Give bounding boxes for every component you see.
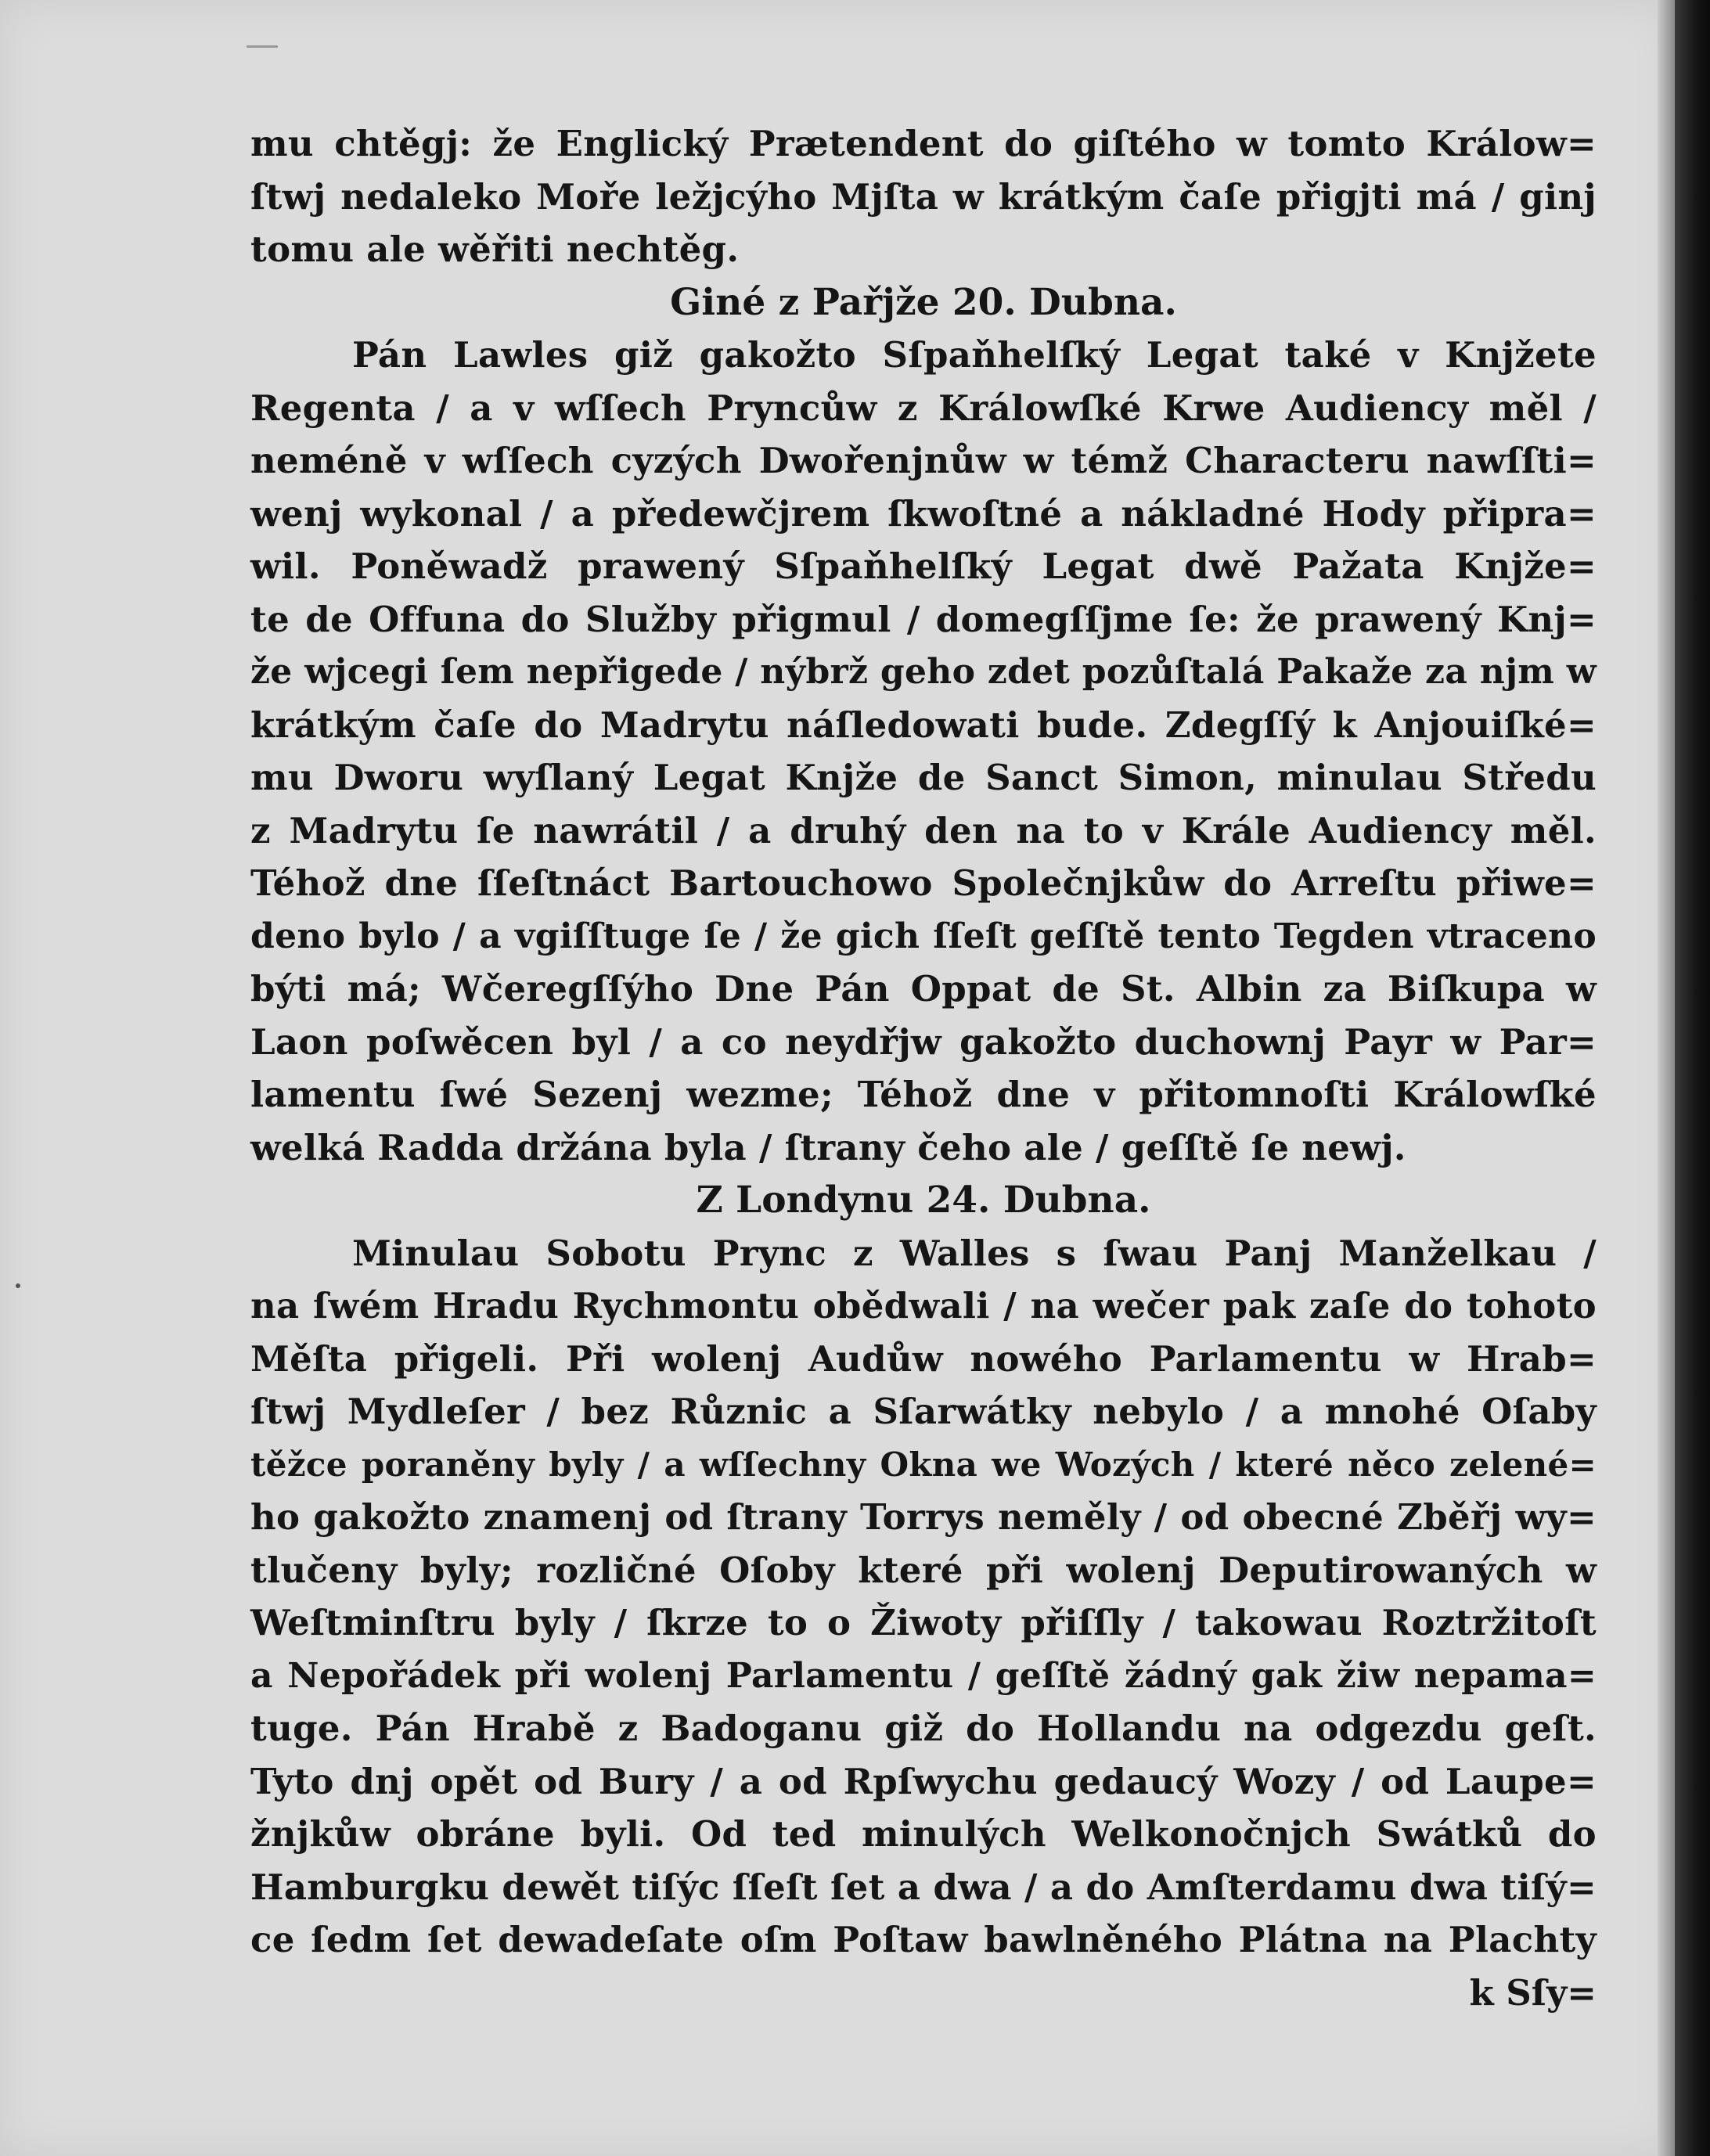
text-line: a Nepořádek při wolenj Parlamentu / geſſtě žádný gak žiw nepama= [250, 1655, 1597, 1696]
text-line: na ſwém Hradu Rychmontu obědwali / na wečer pak zaſe do tohoto [250, 1285, 1597, 1326]
text-line: že wjcegi ſem nepřigede / nýbrž geho zdet pozůſtalá Pakaže za njm w [250, 652, 1597, 692]
page-edge [1658, 0, 1675, 2156]
paragraph-paris [250, 329, 1597, 1174]
text-line: z Madrytu ſe nawrátil / a druhý den na to v Krále Audiency měl. [250, 809, 1597, 851]
text-line: Tyto dnj opět od Bury / a od Rpſwychu gedaucý Wozy / od Laupe= [250, 1760, 1597, 1802]
catchword: k Sſy= [1469, 1971, 1597, 2014]
text-line: wenj wykonal / a předewčjrem ſkwoſtné a nákladné Hody připra= [250, 492, 1597, 535]
text-line: tuge. Pán Hrabě z Badoganu giž do Hollandu na odgezdu geſt. [250, 1708, 1597, 1749]
section-heading-london: Z Londynu 24. Dubna. [696, 1179, 1151, 1222]
text-line: lamentu ſwé Sezenj wezme; Téhož dne v přitomnoſti Králowſké [250, 1074, 1597, 1115]
text-line: mu chtěgj: že Englický Prætendent do giſtého w tomto Králow= [250, 123, 1597, 164]
text-line: Minulau Sobotu Prync z Walles s ſwau Panj Manželkau / [352, 1232, 1597, 1274]
text-line: ce ſedm ſet dewadeſate oſm Poſtaw bawlněného Plátna na Plachty [250, 1919, 1597, 1960]
paragraph-opening [250, 117, 1597, 276]
text-line: Hamburgku dewět tiſýc ſſeſt ſet a dwa / a do Amſterdamu dwa tiſý= [250, 1866, 1597, 1908]
ink-speck [16, 1283, 20, 1288]
text-line: Weſtminſtru byly / ſkrze to o Žiwoty přiſſly / takowau Roztržitoſt [250, 1602, 1597, 1643]
paragraph-london [250, 1227, 1597, 1967]
ink-speck [247, 45, 278, 48]
text-line: Regenta / a v wſſech Pryncůw z Králowſké Krwe Audiency měl / [250, 387, 1597, 429]
text-line: Měſta přigeli. Při wolenj Audůw nowého Parlamentu w Hrab= [250, 1337, 1597, 1380]
text-line: welká Radda držána byla / ſtrany čeho ale / geſſtě ſe newj. [250, 1126, 1406, 1168]
text-line: těžce poraněny byly / a wſſechny Okna we Wozých / které něco zelené= [250, 1445, 1597, 1484]
printed-text-block [250, 117, 1597, 2019]
text-line: Téhož dne ſſeſtnáct Bartouchowo Společnjkůw do Arreſtu přiwe= [250, 862, 1597, 904]
text-line: krátkým čaſe do Madrytu náſledowati bude. Zdegſſý k Anjouiſké= [250, 704, 1597, 746]
text-line: te de Offuna do Služby přigmul / domegſſjme ſe: že prawený Knj= [250, 598, 1597, 640]
text-line: ho gakožto znamenj od ſtrany Torrys neměly / od obecné Zběřj wy= [250, 1496, 1597, 1538]
text-line: neméně v wſſech cyzých Dwořenjnůw w témž Characteru nawſſti= [250, 440, 1597, 481]
text-line: býti má; Wčeregſſýho Dne Pán Oppat de St. Albin za Biſkupa w [250, 968, 1597, 1010]
section-heading-paris: Giné z Pařjže 20. Dubna. [670, 280, 1177, 324]
text-line: mu Dworu wyſlaný Legat Knjže de Sanct Simon, minulau Středu [250, 757, 1597, 798]
text-line: tomu ale wěřiti nechtěg. [250, 229, 740, 270]
text-line: deno bylo / a vgiſſtuge ſe / že gich ſſeſt geſſtě tento Tegden vtraceno [250, 916, 1597, 956]
text-line: žnjkůw obráne byli. Od ted minulých Welkonočnjch Swátků do [250, 1813, 1597, 1855]
text-line: ſtwj nedaleko Moře ležjcýho Mjſta w krátkým čaſe přigjti má / ginj [250, 175, 1597, 218]
text-line: Laon poſwěcen byl / a co neydřjw gakožto duchownj Payr w Par= [250, 1020, 1597, 1063]
text-line: wil. Poněwadž prawený Sſpaňhelſký Legat dwě Pažata Knjže= [250, 545, 1597, 587]
text-line: ſtwj Mydleſer / bez Různic a Sſarwátky nebylo / a mnohé Oſaby [250, 1391, 1597, 1432]
text-line: Pán Lawles giž gakožto Sſpaňhelſký Legat také v Knjžete [352, 334, 1597, 376]
text-line: tlučeny byly; rozličné Oſoby které při wolenj Deputirowaných w [250, 1549, 1597, 1591]
book-spine-shadow [1675, 0, 1710, 2156]
